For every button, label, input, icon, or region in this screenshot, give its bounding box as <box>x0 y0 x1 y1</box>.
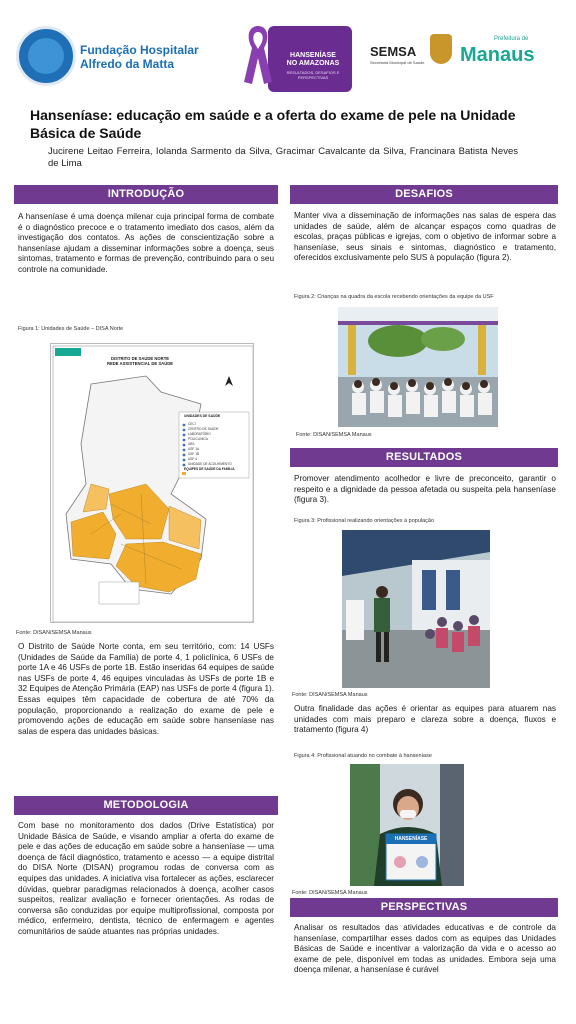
metodologia-heading: METODOLOGIA <box>14 796 278 815</box>
ribbon-icon <box>240 22 276 88</box>
fig4-photo <box>350 764 464 886</box>
fig1-legend-item: USF 1B <box>188 452 200 456</box>
fig1-map-title-line1: DISTRITO DE SAÚDE NORTE <box>110 356 170 361</box>
intro-text: A hanseníase é uma doença milenar cuja principal forma de combate é o diagnóstico precoce e o tratamento imediato dos casos, além da investigação dos contatos. As ações de conscientização sobre a hanseníase ajudam a disseminar informações sobre a doença, seus sintomas, tratamento e formas de prevenção, contribuindo para o seu controle na comunidade. <box>18 212 274 274</box>
manaus-logo-text: Manaus <box>460 44 535 66</box>
fig2-caption: Figura 2: Crianças na quadra da escola recebendo orientações da equipe da USF <box>294 294 494 300</box>
org-name <box>80 43 199 71</box>
fig1-caption: Figura 1: Unidades de Saúde – DISA Norte <box>18 326 124 332</box>
fhad-logo <box>16 26 76 86</box>
intro-heading: INTRODUÇÃO <box>14 185 278 204</box>
poster-header <box>0 0 576 92</box>
fig1-legend-title2: EQUIPES DE SAÚDE DA FAMÍLIA <box>184 467 235 471</box>
prefeitura-label: Prefeitura de <box>494 36 529 42</box>
fig1-legend-item: POLICLÍNICA <box>188 437 208 441</box>
authors: Jucirene Leitao Ferreira, Iolanda Sarmento da Silva, Gracimar Cavalcante da Silva, Francinara Batista Neves de Lima <box>48 146 518 169</box>
org-name-line2: Alfredo da Matta <box>80 57 175 71</box>
desafios-text: Manter viva a disseminação de informações nas salas de espera das unidades de saúde, além de alcançar espaços como quadras de escolas, praças públicas e igrejas, com o objetivo de informar sobre a hanseníase, seus sinais e sintomas, diagnóstico e tratamento, oferecidos exclusivamente pelo SUS à população (figura 2). <box>294 211 556 263</box>
perspectivas-heading: PERSPECTIVAS <box>290 898 558 917</box>
manaus-crest-icon <box>430 34 452 64</box>
fig4-caption: Figura 4: Profissional atuando no combate à hanseníase <box>294 753 432 759</box>
fig1-legend-item: USF 1A <box>188 447 200 451</box>
fig1-source: Fonte: DISAN/SEMSA Manaus <box>16 630 92 636</box>
resultados-text2: Outra finalidade das ações é orientar as equipes para atuarem nas unidades com mais preparo e clareza sobre a doença, fluxos e tratamento (figura 4) <box>294 704 556 735</box>
fig2-photo <box>338 307 498 427</box>
resultados-heading: RESULTADOS <box>290 448 558 467</box>
fig1-map-title-line2: REDE ASSISTENCIAL DE SAÚDE <box>106 361 174 366</box>
semsa-logo-text: SEMSA <box>370 44 417 59</box>
fig1-legend-item: CENTRO DE SAÚDE <box>188 427 219 431</box>
fig1-map <box>50 343 254 623</box>
fig1-legend <box>188 422 232 467</box>
event-title-line2: NO AMAZONAS <box>286 60 340 67</box>
perspectivas-text: Analisar os resultados das atividades educativas e de controle da hanseníase, compartilhar esses dados com as equipes das Unidades Básicas de Saúde e incentivar a valorização da vida e o acesso ao exame de pele, disponível em todas as unidades. Embora seja uma doença milenar, a hanseníase é curável <box>294 923 556 975</box>
fig1-legend-item: UBS <box>188 442 195 446</box>
event-title-line1: HANSENÍASE <box>290 52 336 59</box>
fig1-legend-item: UNIDADE DE ACOLHIMENTO <box>188 462 232 466</box>
fig3-caption: Figura 3: Profissional realizando orientações à população <box>294 518 435 524</box>
resultados-text: Promover atendimento acolhedor e livre de preconceito, garantir o respeito e a dignidade da pessoa afetada ou suspeita pela hanseníase (figura 3). <box>294 474 556 505</box>
metodologia-text: Com base no monitoramento dos dados (Drive Estatística) por Unidade Básica de Saúde, e visando ampliar a oferta do exame de pele e das ações de educação em saúde sobre a hanseníase — uma doença de fácil diagnóstico, tratamento e acesso — a equipe distrital do DISA Norte (DISAN) programou rodas de conversa com as equipes das unidades. A iniciativa visa fortalecer as ações, esclarecer dúvidas, quebrar paradigmas relacionados à doença, acolher casos suspeitos, realizar avaliação e fornecer orientações. As rodas de conversa são conduzidas por equipe multiprofissional, composta por médico, enfermeiro, dentista, técnico de enfermagem e agentes comunitários de saúde atuantes nas próprias unidades. <box>18 821 274 936</box>
fig1-legend-item: CECI <box>188 422 196 426</box>
fig3-source: Fonte: DISAN/SEMSA Manaus <box>292 692 368 698</box>
fig1-legend-item: LABORATÓRIO <box>188 432 211 436</box>
fig1-legend-title: UNIDADES DE SAÚDE <box>184 414 221 418</box>
event-logo <box>236 18 354 92</box>
fig4-sign-text: HANSENÍASE <box>394 836 428 842</box>
fig1-legend-item: USF 4 <box>188 457 198 461</box>
fig4-source: Fonte: DISAN/SEMSA Manaus <box>292 890 368 896</box>
org-name-line1: Fundação Hospitalar <box>80 43 199 57</box>
desafios-heading: DESAFIOS <box>290 185 558 204</box>
semsa-subtitle: Secretaria Municipal de Saúde <box>370 60 425 65</box>
poster-title: Hanseníase: educação em saúde e a oferta do exame de pele na Unidade Básica de Saúde <box>30 107 516 141</box>
fig2-source: Fonte: DISAN/SEMSA Manaus <box>296 432 372 438</box>
intro-text2: O Distrito de Saúde Norte conta, em seu território, com: 14 USFs (Unidades de Saúde da Família) de porte 4, 1 policlínica, 6 USFs de porte 1A e 46 USFs de porte 1B. Estão inseridas 64 equipes de saúde nas USFs de porte 4, 46 equipes vinculadas às USFs de porte 1B e 32 Equipes de Atenção Primária (EAP) nas USFs de porte 4 (figura 1). Essas equipes têm capacidade de cobertura de até 70% da população, proporcionando a realização do exame de pele e promovendo ações de educação em saúde sobre hanseníase nas salas de espera das unidades básicas. <box>18 642 274 736</box>
event-subtitle: RESULTADOS, DESAFIOS E PERSPECTIVAS <box>286 70 340 80</box>
fig3-photo <box>342 530 490 688</box>
